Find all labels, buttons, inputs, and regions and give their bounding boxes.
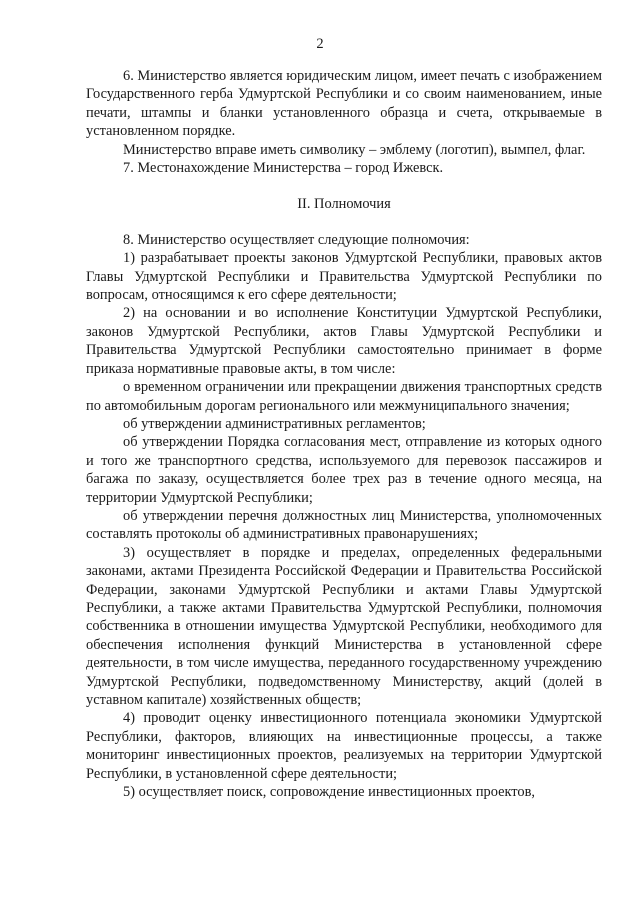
paragraph-power-2: 2) на основании и во исполнение Конституции Удмуртской Республики, законов Удмуртской Республики, актов Главы Удмуртской Республики и Правительства Удмуртской Республики самостоятельно принимает в форме приказа нормативные правовые акты, в том числе: <box>86 305 602 377</box>
paragraph-symbols: Министерство вправе иметь символику – эмблему (логотип), вымпел, флаг. <box>123 141 586 158</box>
paragraph-powers-intro: 8. Министерство осуществляет следующие полномочия: <box>123 231 470 248</box>
paragraph-power-5: 5) осуществляет поиск, сопровождение инвестиционных проектов, <box>123 784 535 801</box>
paragraph-traffic-restriction: о временном ограничении или прекращении движения транспортных средств по автомобильным дорогам регионального или межмуниципального значения; <box>86 379 602 414</box>
paragraph-power-3: 3) осуществляет в порядке и пределах, определенных федеральными законами, актами Президента Российской Федерации и Правительства Российской Федерации, законами Удмуртской Республики и актами Главы Удмуртской Республики, а также актами Правительства Удмуртской Республики, полномочия собственника в отношении имущества Удмуртской Республики, необходимого для обеспечения исполнения функций Министерства в установленной сфере деятельности, в том числе имущества, переданного государственному учреждению Удмуртской Республики, подведомственному Министерству, акций (долей в уставном капитале) хозяйственных обществ; <box>86 544 602 708</box>
paragraph-location: 7. Местонахождение Министерства – город Ижевск. <box>123 160 444 177</box>
paragraph-power-1: 1) разрабатывает проекты законов Удмуртской Республики, правовых актов Главы Удмуртской Республики и Правительства Удмуртской Республики по вопросам, относящимся к его сфере деятельности; <box>86 250 602 304</box>
paragraph-officials-list: об утверждении перечня должностных лиц Министерства, уполномоченных составлять протоколы об административных правонарушениях; <box>86 507 602 543</box>
paragraph-admin-regulations: об утверждении административных регламентов; <box>123 415 426 432</box>
page-number: 2 <box>316 36 324 52</box>
document-body <box>86 67 602 801</box>
paragraph-power-4: 4) проводит оценку инвестиционного потенциала экономики Удмуртской Республики, факторов, влияющих на инвестиционные процессы, а также мониторинг инвестиционных проектов, реализуемых на территории Удмуртской Республики, в установленной сфере деятельности; <box>86 710 602 782</box>
section-heading: II. Полномочия <box>297 196 391 213</box>
paragraph-places-approval: об утверждении Порядка согласования мест, отправление из которых одного и того же транспортного средства, используемого для перевозок пассажиров и багажа по заказу, осуществляется более трех раз в течение одного месяца, на территории Удмуртской Республики; <box>86 434 602 506</box>
paragraph-legal-entity: 6. Министерство является юридическим лицом, имеет печать с изображением Государственного герба Удмуртской Республики и со своим наименованием, иные печати, штампы и бланки установленного образца и счета, открываемые в установленном порядке. <box>86 68 602 140</box>
